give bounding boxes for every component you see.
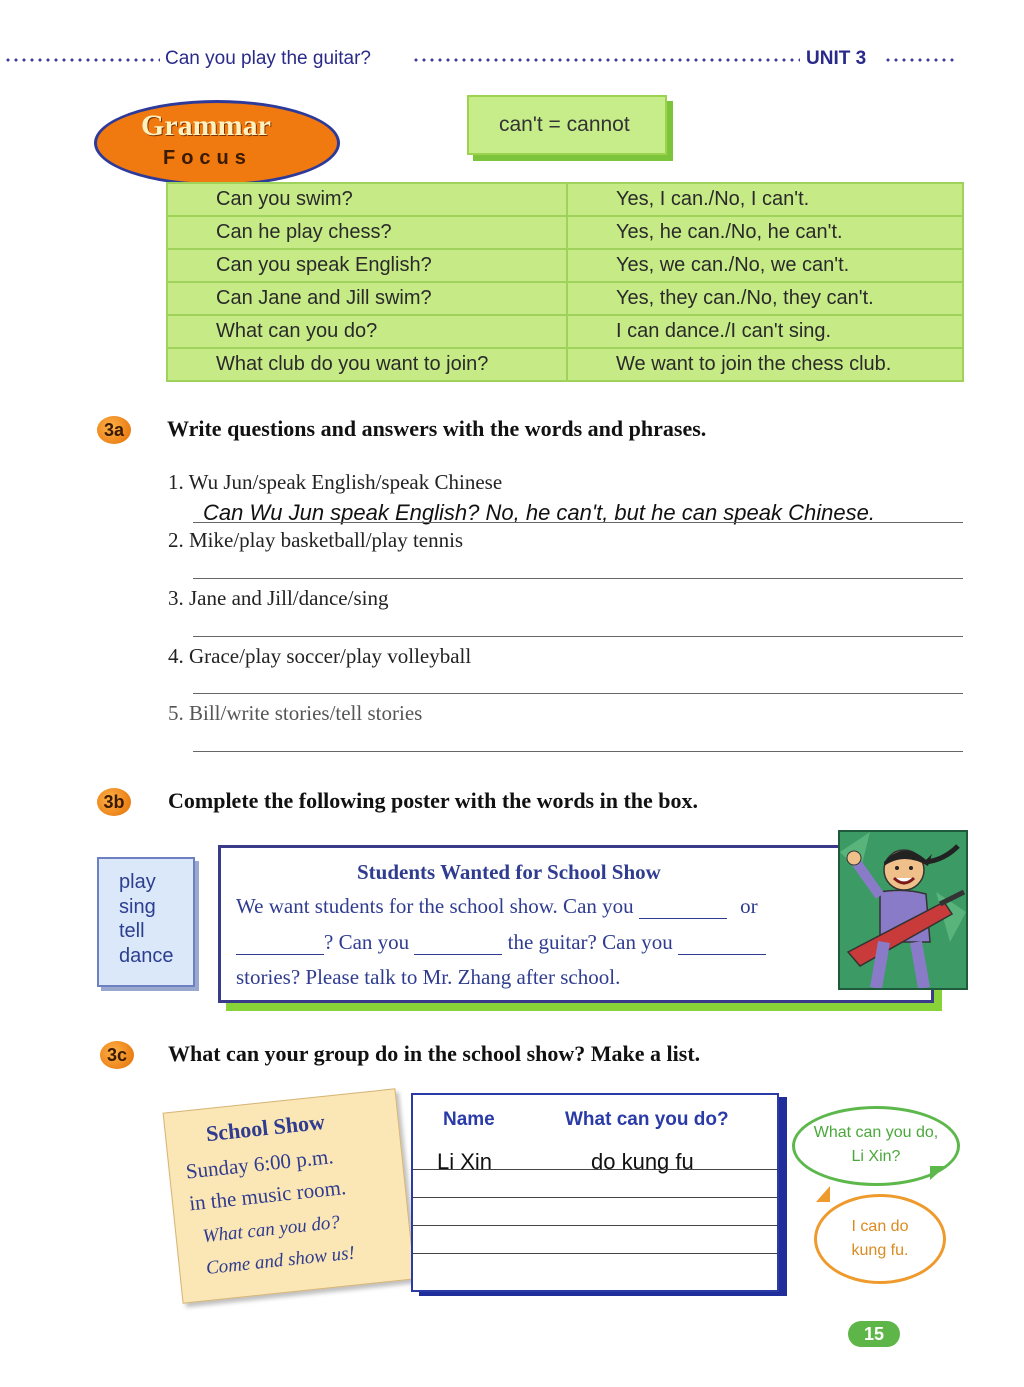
section-3b-badge: 3b xyxy=(97,788,131,816)
note-title: School Show xyxy=(204,1108,326,1147)
exercise-item-5: 5. Bill/write stories/tell stories xyxy=(168,701,423,725)
word-box xyxy=(97,857,195,987)
example-answer: Can Wu Jun speak English? No, he can't, but he can speak Chinese. xyxy=(203,500,875,525)
word-sing: sing xyxy=(119,896,156,918)
poster-line-3: stories? Please talk to Mr. Zhang after school. xyxy=(236,965,621,989)
table-rule[interactable] xyxy=(413,1225,777,1226)
speech-bubble-answer xyxy=(814,1194,946,1284)
exercise-item-4: 4. Grace/play soccer/play volleyball xyxy=(168,644,472,668)
row-name: Li Xin xyxy=(437,1149,493,1174)
question-cell: What club do you want to join? xyxy=(167,348,567,381)
fill-blank-3[interactable] xyxy=(414,936,502,955)
answer-line-2[interactable] xyxy=(193,578,963,579)
answer-line-5[interactable] xyxy=(193,751,963,752)
table-rule[interactable] xyxy=(413,1197,777,1198)
word-tell: tell xyxy=(119,920,145,942)
cant-note xyxy=(467,95,667,155)
row-ability: do kung fu xyxy=(591,1149,694,1174)
bubble-question-text: What can you do, Li Xin? xyxy=(813,1124,939,1165)
exercise-item-2: 2. Mike/play basketball/play tennis xyxy=(168,528,464,552)
note-line-2: in the music room. xyxy=(187,1175,348,1216)
answer-line-3[interactable] xyxy=(193,636,963,637)
table-rule[interactable] xyxy=(413,1253,777,1254)
poster-text: ? xyxy=(324,930,334,954)
exercise-item-1: 1. Wu Jun/speak English/speak Chinese xyxy=(168,470,503,494)
poster-text: We want students for the school show. Can you xyxy=(236,894,634,918)
header-dots-left xyxy=(4,58,160,62)
header-name: Name xyxy=(443,1109,495,1130)
answer-cell: Yes, we can./No, we can't. xyxy=(567,249,963,282)
header-title: Can you play the guitar? xyxy=(165,48,371,69)
header-what-can-you-do: What can you do? xyxy=(565,1109,729,1130)
school-show-note xyxy=(163,1088,416,1303)
grammar-table xyxy=(166,182,964,382)
answer-cell: Yes, he can./No, he can't. xyxy=(567,216,963,249)
header-unit: UNIT 3 xyxy=(806,48,867,69)
exercise-item-3: 3. Jane and Jill/dance/sing xyxy=(168,586,389,610)
answer-cell: Yes, they can./No, they can't. xyxy=(567,282,963,315)
guitar-girl-icon xyxy=(840,832,966,988)
answer-cell: I can dance./I can't sing. xyxy=(567,315,963,348)
table-row xyxy=(167,315,963,348)
table-row xyxy=(167,216,963,249)
page-number: 15 xyxy=(848,1321,900,1347)
section-3a-badge: 3a xyxy=(97,416,131,444)
bubble-tail-question xyxy=(930,1166,946,1180)
grammar-focus-badge xyxy=(94,100,340,186)
answer-line-1[interactable] xyxy=(193,522,963,523)
table-row xyxy=(167,249,963,282)
header-dots-middle xyxy=(412,58,800,62)
word-play: play xyxy=(119,871,156,893)
note-line-1: Sunday 6:00 p.m. xyxy=(184,1144,335,1184)
note-line-4: Come and show us! xyxy=(205,1242,356,1280)
page-header xyxy=(0,48,1024,74)
question-cell: Can he play chess? xyxy=(167,216,567,249)
answer-cell: We want to join the chess club. xyxy=(616,353,892,375)
table-row xyxy=(167,183,963,216)
poster-text: Can you xyxy=(338,930,410,954)
table-row xyxy=(167,348,963,381)
word-dance: dance xyxy=(119,945,174,967)
guitar-girl-illustration xyxy=(838,830,968,990)
table-row xyxy=(167,282,963,315)
fill-blank-4[interactable] xyxy=(678,936,766,955)
fill-blank-1[interactable] xyxy=(639,900,727,919)
badge-line1: Grammar xyxy=(141,109,271,142)
bubble-tail-answer xyxy=(816,1186,830,1202)
section-3c-title: What can your group do in the school show? Make a list. xyxy=(168,1041,701,1066)
answer-line-4[interactable] xyxy=(193,693,963,694)
section-3c-badge: 3c xyxy=(100,1041,134,1069)
section-3b-title: Complete the following poster with the words in the box. xyxy=(168,788,699,813)
answer-cell: Yes, I can./No, I can't. xyxy=(567,183,963,216)
fill-blank-2[interactable] xyxy=(236,936,324,955)
table-rule xyxy=(413,1169,777,1170)
poster-text: or xyxy=(740,894,758,918)
badge-line2: Focus xyxy=(163,147,252,169)
poster-line-1 xyxy=(236,894,758,919)
question-cell: Can you swim? xyxy=(167,183,567,216)
question-cell: Can Jane and Jill swim? xyxy=(167,282,567,315)
poster-line-2 xyxy=(236,930,766,955)
group-list-table xyxy=(411,1093,779,1292)
question-cell: Can you speak English? xyxy=(167,249,567,282)
bubble-answer-text: I can do kung fu. xyxy=(851,1218,909,1259)
poster-text: the guitar? Can you xyxy=(507,930,673,954)
header-dots-right xyxy=(884,58,954,62)
school-show-poster xyxy=(218,845,934,1003)
poster-title: Students Wanted for School Show xyxy=(357,860,661,884)
section-3a-title: Write questions and answers with the words and phrases. xyxy=(167,416,707,441)
question-cell: What can you do? xyxy=(167,315,567,348)
note-line-3: What can you do? xyxy=(201,1211,341,1248)
cant-note-text: can't = cannot xyxy=(499,113,630,136)
